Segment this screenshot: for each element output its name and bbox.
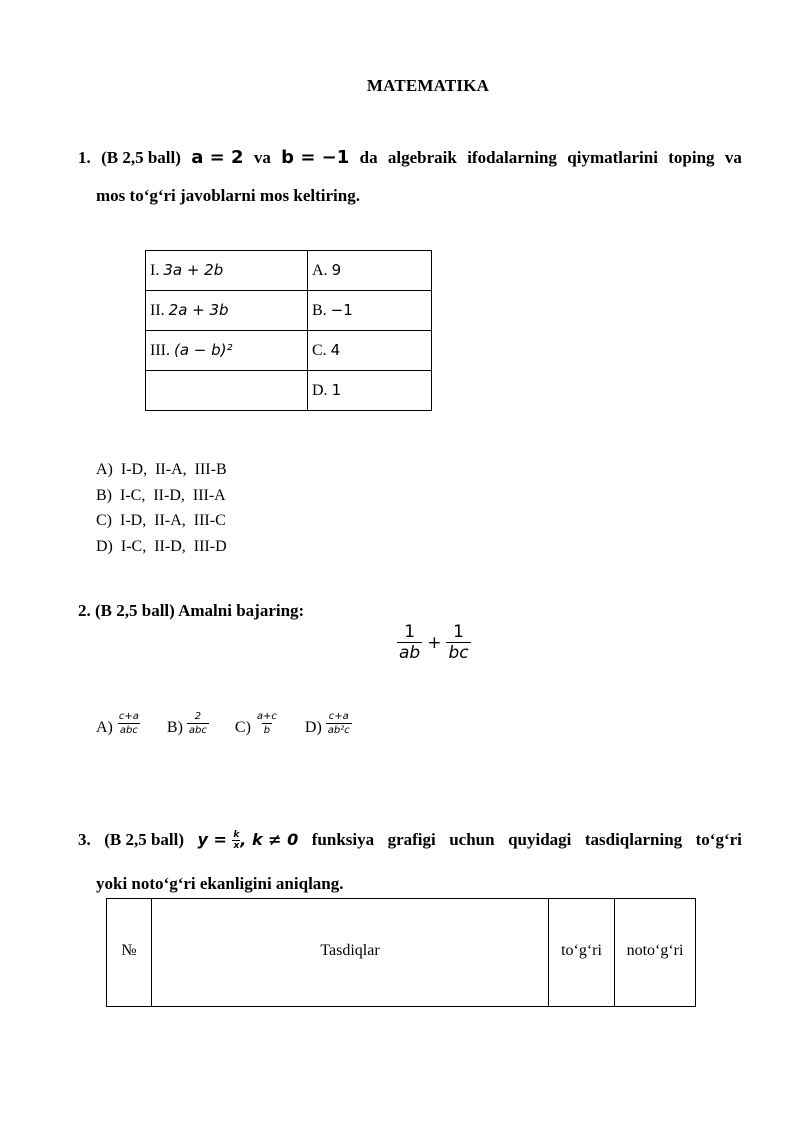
question-3-word: quyidagi [508,830,572,849]
question-1-options [96,457,227,559]
question-1-word: toping [668,148,715,167]
table-cell-right: A. 9 [308,251,432,291]
question-3-word: uchun [449,830,495,849]
header-false: noto‘g‘ri [615,899,696,1007]
table-header-row [107,899,696,1007]
table-cell-left: III. (a − b)² [146,331,308,371]
header-number: № [107,899,152,1007]
table-cell-left [146,371,308,411]
plus-sign: + [427,632,442,653]
question-3-word: to‘g‘ri [695,830,742,849]
question-1-word: algebraik [387,148,457,167]
question-3-word: grafigi [387,830,436,849]
option-a[interactable]: A) I-D, II-A, III-B [96,461,227,478]
matching-table [145,250,432,411]
option-d[interactable]: D) I-C, II-D, III-D [96,537,227,555]
question-3-points: (B 2,5 ball) [104,830,185,849]
table-cell-left: I. 3a + 2b [146,251,308,291]
question-1-word: da [359,148,378,167]
question-3-line-1 [78,830,742,851]
question-2-expression [397,622,471,663]
table-row [146,251,432,291]
table-row [146,371,432,411]
page-title: MATEMATIKA [366,76,490,95]
option-a[interactable]: A) $\frac{c+a}{\text{abc}}$ [96,711,139,736]
option-b[interactable]: B) $\frac{2}{\text{abc}}$ [166,711,207,736]
fraction-2: $\frac{1}{bc}$ [448,622,469,663]
question-1-va: va [253,148,271,167]
option-c[interactable]: C) I-D, II-A, III-C [96,512,226,529]
statements-table [106,898,696,1007]
option-d[interactable]: D) $\frac{c+a}{\text{ab²c}}$ [304,711,350,736]
header-statements: Tasdiqlar [152,899,549,1007]
table-row [146,291,432,331]
question-2-options [96,710,378,737]
option-c[interactable]: C) $\frac{a+c}{b}$ [234,711,277,736]
table-row [146,331,432,371]
question-3-function: y = $\frac{k}{x}$ , k ≠ 0 [197,830,299,851]
table-cell-right: D. 1 [308,371,432,411]
question-1-a-expr: a = 2 [191,147,244,168]
table-cell-left: II. 2a + 3b [146,291,308,331]
question-1-number: 1. [78,148,91,167]
question-2-heading: 2. (B 2,5 ball) Amalni bajaring: [78,601,305,620]
question-3-word: funksiya [311,830,375,849]
option-b[interactable]: B) I-C, II-D, III-A [96,486,226,504]
table-cell-right: B. −1 [308,291,432,331]
header-true: to‘g‘ri [549,899,615,1007]
question-3-number: 3. [78,830,91,849]
question-1-line-2: mos to‘g‘ri javoblarni mos keltiring. [96,186,360,205]
question-1-word: qiymatlarini [567,148,658,167]
fraction-1: $\frac{1}{ab}$ [399,622,421,663]
question-1-points: (B 2,5 ball) [101,148,181,167]
question-3-line-2: yoki noto‘g‘ri ekanligini aniqlang. [96,874,344,893]
table-cell-right: C. 4 [308,331,432,371]
question-3-word: tasdiqlarning [584,830,683,849]
question-1-word: ifodalarning [467,148,557,167]
question-1-word: va [724,148,742,167]
question-1-b-expr: b = −1 [281,147,350,168]
question-1-line-1 [78,147,742,168]
